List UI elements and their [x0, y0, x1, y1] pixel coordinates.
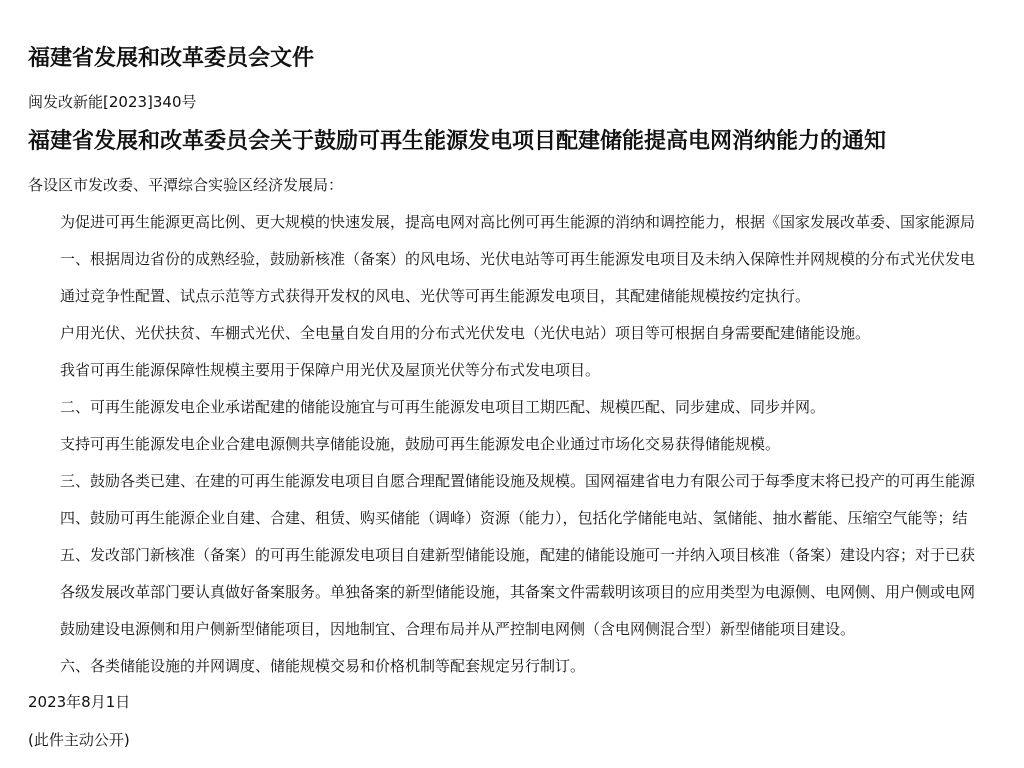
- paragraph: 五、发改部门新核准（备案）的可再生能源发电项目自建新型储能设施，配建的储能设施可一并纳入项目核准（备案）建设内容；对于已获: [60, 546, 976, 564]
- paragraph: 户用光伏、光伏扶贫、车棚式光伏、全电量自发自用的分布式光伏发电（光伏电站）项目等可根据自身需要配建储能设施。: [60, 324, 871, 342]
- paragraph: 六、各类储能设施的并网调度、储能规模交易和价格机制等配套规定另行制订。: [60, 657, 586, 675]
- paragraph: 我省可再生能源保障性规模主要用于保障户用光伏及屋顶光伏等分布式发电项目。: [60, 361, 601, 379]
- notice-heading: 福建省发展和改革委员会关于鼓励可再生能源发电项目配建储能提高电网消纳能力的通知: [28, 129, 887, 154]
- paragraph: 各级发展改革部门要认真做好备案服务。单独备案的新型储能设施，其备案文件需载明该项目的应用类型为电源侧、电网侧、用户侧或电网: [60, 583, 976, 601]
- disclosure-note: (此件主动公开): [28, 731, 130, 749]
- paragraph: 通过竞争性配置、试点示范等方式获得开发权的风电、光伏等可再生能源发电项目，其配建储能规模按约定执行。: [60, 287, 811, 305]
- paragraph: 一、根据周边省份的成熟经验，鼓励新核准（备案）的风电场、光伏电站等可再生能源发电项目及未纳入保障性并网规模的分布式光伏发电: [60, 250, 976, 268]
- document-title: 福建省发展和改革委员会文件: [28, 46, 315, 71]
- paragraph: 二、可再生能源发电企业承诺配建的储能设施宜与可再生能源发电项目工期匹配、规模匹配、同步建成、同步并网。: [60, 398, 826, 416]
- paragraph: 四、鼓励可再生能源企业自建、合建、租赁、购买储能（调峰）资源（能力），包括化学储能电站、氢储能、抽水蓄能、压缩空气能等；结: [60, 509, 968, 527]
- addressee: 各设区市发改委、平潭综合实验区经济发展局：: [28, 176, 344, 194]
- document-date: 2023年8月1日: [28, 693, 131, 711]
- document-number: 闽发改新能[2023]340号: [28, 93, 197, 111]
- paragraph: 三、鼓励各类已建、在建的可再生能源发电项目自愿合理配置储能设施及规模。国网福建省电力有限公司于每季度末将已投产的可再生能源: [60, 472, 976, 490]
- paragraph: 鼓励建设电源侧和用户侧新型储能项目，因地制宜、合理布局并从严控制电网侧（含电网侧混合型）新型储能项目建设。: [60, 620, 856, 638]
- paragraph: 为促进可再生能源更高比例、更大规模的快速发展，提高电网对高比例可再生能源的消纳和调控能力，根据《国家发展改革委、国家能源局: [60, 213, 976, 231]
- paragraph: 支持可再生能源发电企业合建电源侧共享储能设施，鼓励可再生能源发电企业通过市场化交易获得储能规模。: [60, 435, 781, 453]
